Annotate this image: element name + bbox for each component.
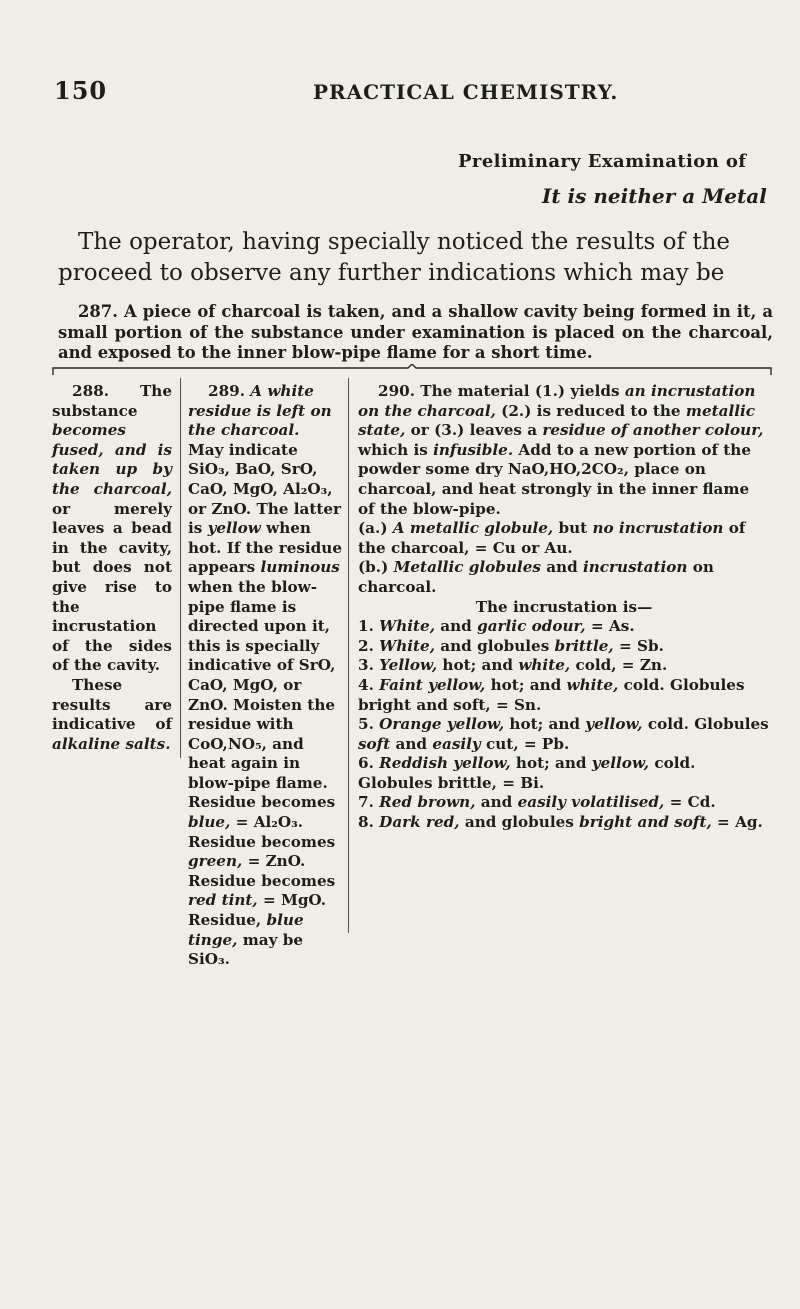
list-item: 3. Yellow, hot; and white, cold, = Zn. xyxy=(358,656,668,675)
intro-line-2: proceed to observe any further indications which may be xyxy=(58,260,725,286)
paragraph-288 xyxy=(52,382,172,754)
list-item: 8. Dark red, and globules bright and soft, = Ag. xyxy=(358,813,763,832)
column-divider-2 xyxy=(348,378,349,933)
text-paragraph: These results are indicative of alkaline salts. xyxy=(52,675,172,753)
text-paragraph: 288. The substance becomes fused, and is taken up by the charcoal, or merely leaves a bead in the cavity, but does not give rise to the incrustation of the sides of the cavity. xyxy=(52,382,172,675)
text-paragraph: 290. The material (1.) yields an incrustation on the charcoal, (2.) is reduced to the metallic state, or (3.) leaves a residue of another colour, which is infusible. Add to a new portion of the powder some dry NaO,HO,2CO₂, place on charcoal, and heat strongly in the inner flame of the blow-pipe. xyxy=(358,382,764,518)
intro-paragraph xyxy=(58,227,773,289)
page-number: 150 xyxy=(54,76,108,105)
running-title: PRACTICAL CHEMISTRY. xyxy=(313,80,619,104)
case-a: (a.) A metallic globule, but no incrustation of the charcoal, = Cu or Au. xyxy=(358,519,746,557)
text-paragraph: May indicate SiO₃, BaO, SrO, CaO, MgO, Al₂O₃, or ZnO. The latter is yellow when hot. If the residue appears luminous when the blow-pipe flame is directed upon it, this is specially indicative of SrO, CaO, MgO, or ZnO. Moisten the residue with CoO,NO₅, and heat again in blow-pipe flame. xyxy=(188,440,343,792)
list-item: 7. Red brown, and easily volatilised, = Cd. xyxy=(358,793,716,812)
list-item: 4. Faint yellow, hot; and white, cold. Globules bright and soft, = Sn. xyxy=(358,675,745,714)
paragraph-290 xyxy=(358,382,770,833)
section-subtitle: It is neither a Metal xyxy=(542,184,767,208)
section-title: Preliminary Examination of xyxy=(458,151,747,172)
text-paragraph: Residue becomes red tint, = MgO. xyxy=(188,871,336,910)
text-paragraph: Residue becomes blue, = Al₂O₃. xyxy=(188,793,336,832)
column-divider-1 xyxy=(180,378,181,758)
list-item: 5. Orange yellow, hot; and yellow, cold. Globules soft and easily cut, = Pb. xyxy=(358,715,769,753)
paragraph-287: 287. A piece of charcoal is taken, and a shallow cavity being formed in it, a small portion of the substance under examination is placed on the charcoal, and exposed to the inner blow-pipe flame for a short time. xyxy=(58,302,773,362)
list-item: 1. White, and garlic odour, = As. xyxy=(358,617,635,636)
text-paragraph: 289. A white residue is left on the charcoal. xyxy=(188,382,332,440)
text-paragraph: Residue becomes green, = ZnO. xyxy=(188,832,336,871)
intro-line-1: The operator, having specially noticed the results of the xyxy=(78,229,731,255)
case-b: (b.) Metallic globules and incrustation on charcoal. xyxy=(358,558,714,596)
list-item: 6. Reddish yellow, hot; and yellow, cold. Globules brittle, = Bi. xyxy=(358,754,696,792)
text-paragraph: Residue, blue tinge, may be SiO₃. xyxy=(188,911,304,969)
section-brace xyxy=(52,364,772,376)
paragraph-289 xyxy=(188,382,342,970)
list-item: 2. White, and globules brittle, = Sb. xyxy=(358,636,664,655)
incrustation-heading: The incrustation is— xyxy=(475,597,653,616)
